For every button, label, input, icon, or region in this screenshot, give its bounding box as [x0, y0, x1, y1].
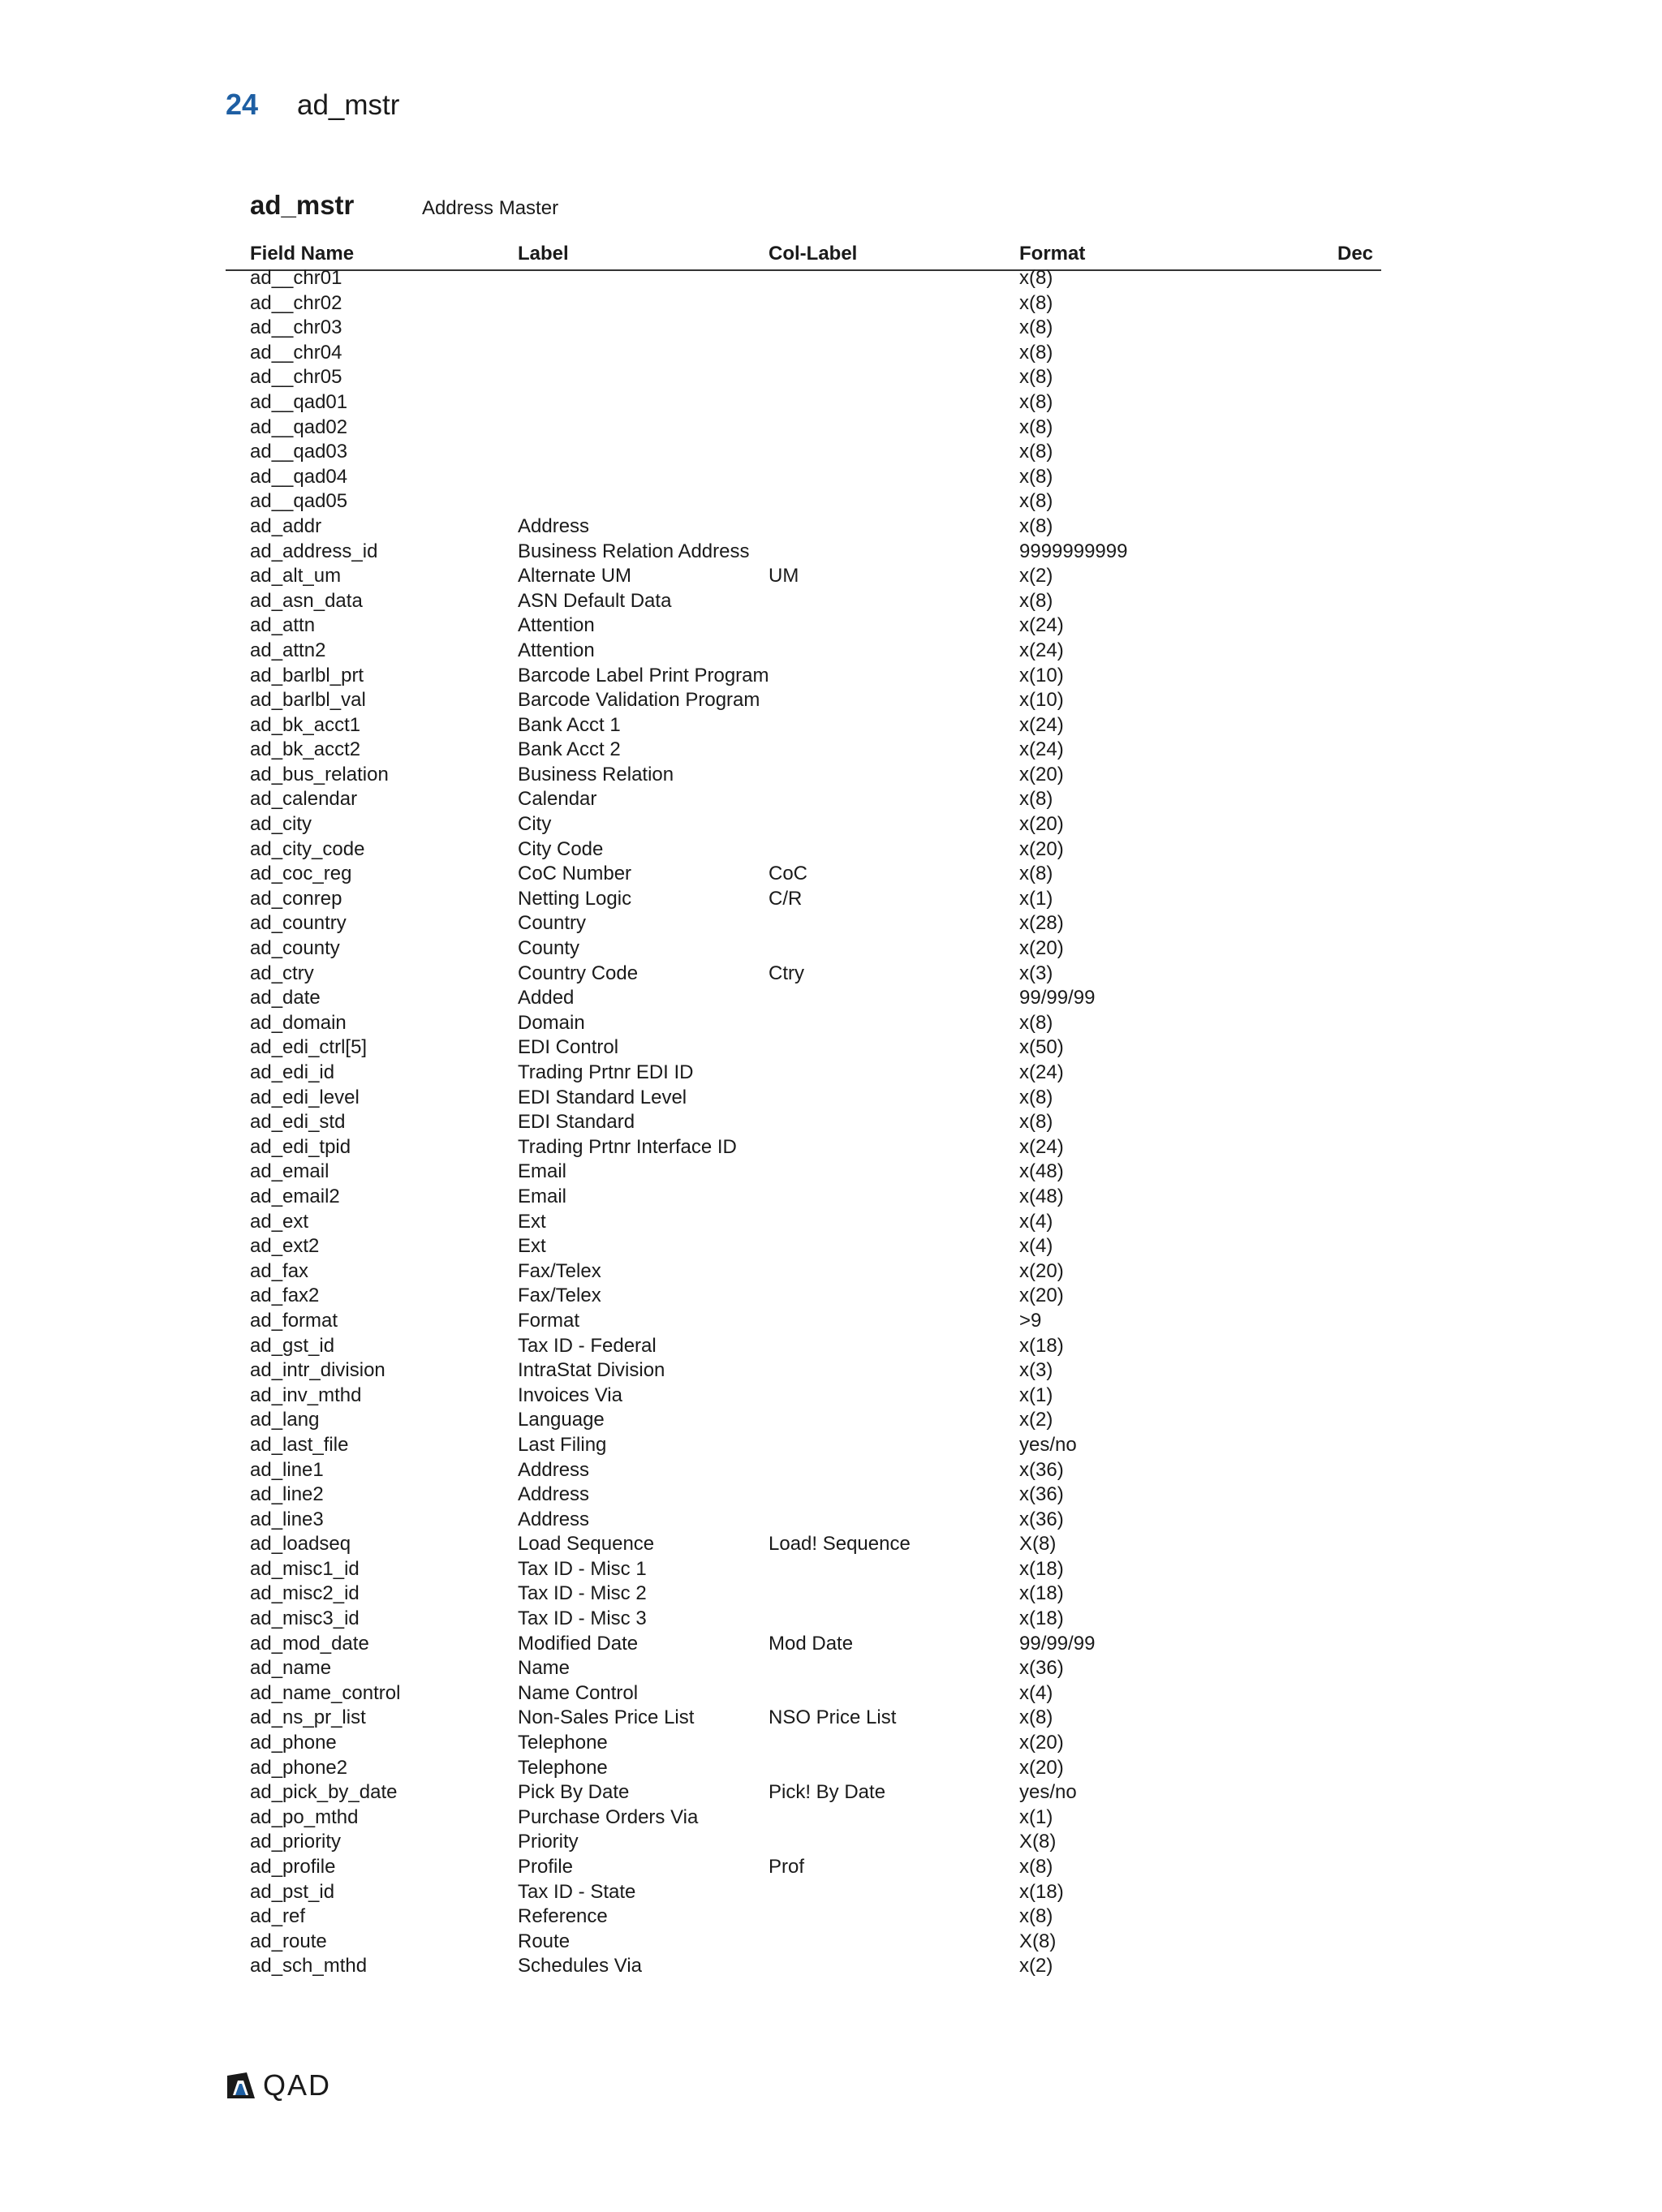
format-cell: x(8): [1019, 390, 1053, 413]
format-cell: x(8): [1019, 341, 1053, 364]
format-cell: x(20): [1019, 813, 1064, 836]
field-name-cell: ad_line3: [250, 1508, 324, 1530]
field-name-cell: ad_barlbl_val: [250, 689, 366, 712]
field-name-cell: ad_po_mthd: [250, 1805, 359, 1828]
table-row: [226, 613, 1381, 639]
format-cell: x(2): [1019, 1955, 1053, 1977]
field-name-cell: ad_edi_level: [250, 1086, 360, 1108]
qad-logo-text: QAD: [263, 2068, 332, 2102]
table-row: [226, 1234, 1381, 1259]
format-cell: x(8): [1019, 316, 1053, 339]
field-name-cell: ad_coc_reg: [250, 863, 352, 885]
qad-logo-icon: [226, 2071, 256, 2100]
label-cell: Country: [518, 912, 587, 935]
table-heading: [250, 190, 558, 221]
field-name-cell: ad__chr03: [250, 316, 342, 339]
table-row: [226, 639, 1381, 664]
label-cell: Domain: [518, 1011, 585, 1034]
format-cell: X(8): [1019, 1831, 1057, 1853]
col-label-cell: Mod Date: [769, 1632, 854, 1655]
label-cell: Modified Date: [518, 1632, 639, 1655]
label-cell: Alternate UM: [518, 565, 632, 587]
label-cell: Barcode Validation Program: [518, 689, 760, 712]
label-cell: Load Sequence: [518, 1533, 655, 1556]
field-name-cell: ad_alt_um: [250, 565, 342, 587]
field-name-cell: ad_bk_acct2: [250, 738, 361, 761]
format-cell: x(8): [1019, 465, 1053, 488]
label-cell: Tax ID - Misc 2: [518, 1582, 647, 1605]
field-name-cell: ad_name: [250, 1657, 332, 1680]
footer-logo: [226, 2069, 331, 2102]
col-label-cell: Ctry: [769, 962, 804, 984]
field-name-cell: ad_attn2: [250, 639, 326, 661]
label-cell: Bank Acct 2: [518, 738, 621, 761]
label-cell: EDI Control: [518, 1036, 619, 1059]
field-name-cell: ad_email: [250, 1160, 329, 1183]
table-row: [226, 1880, 1381, 1905]
format-cell: x(18): [1019, 1582, 1064, 1605]
format-cell: x(2): [1019, 1409, 1053, 1431]
table-row: [226, 1855, 1381, 1880]
table-row: [226, 1681, 1381, 1706]
label-cell: Telephone: [518, 1756, 608, 1779]
label-cell: Country Code: [518, 962, 639, 984]
format-cell: x(24): [1019, 639, 1064, 661]
field-name-cell: ad_country: [250, 912, 347, 935]
column-header-dec: Dec: [1337, 243, 1374, 265]
field-table: [226, 266, 1381, 1979]
label-cell: Tax ID - Misc 1: [518, 1557, 647, 1580]
field-name-cell: ad_priority: [250, 1831, 342, 1853]
field-name-cell: ad_name_control: [250, 1681, 401, 1704]
label-cell: Address: [518, 1458, 590, 1481]
field-name-cell: ad_edi_tpid: [250, 1135, 351, 1158]
table-row: [226, 1384, 1381, 1409]
format-cell: x(4): [1019, 1210, 1053, 1233]
field-name-cell: ad__qad04: [250, 465, 348, 488]
table-row: [226, 489, 1381, 514]
label-cell: IntraStat Division: [518, 1359, 665, 1382]
label-cell: Pick By Date: [518, 1781, 630, 1804]
field-name-cell: ad_bk_acct1: [250, 713, 361, 736]
field-name-cell: ad_asn_data: [250, 589, 363, 612]
field-name-cell: ad_attn: [250, 614, 316, 637]
table-row: [226, 1632, 1381, 1657]
field-name-cell: ad_city: [250, 813, 312, 836]
format-cell: X(8): [1019, 1930, 1057, 1952]
table-row: [226, 564, 1381, 589]
format-cell: x(24): [1019, 1135, 1064, 1158]
field-name-cell: ad_city_code: [250, 837, 365, 860]
label-cell: Email: [518, 1185, 567, 1207]
table-row: [226, 1483, 1381, 1508]
format-cell: x(24): [1019, 1061, 1064, 1083]
table-row: [226, 1185, 1381, 1210]
col-label-cell: CoC: [769, 863, 808, 885]
table-row: [226, 1334, 1381, 1359]
column-header-field-name: Field Name: [250, 243, 355, 265]
format-cell: x(8): [1019, 788, 1053, 811]
format-cell: x(48): [1019, 1185, 1064, 1207]
field-name-cell: ad_ctry: [250, 962, 314, 984]
format-cell: x(10): [1019, 664, 1064, 686]
field-name-cell: ad_ext: [250, 1210, 309, 1233]
format-cell: x(36): [1019, 1458, 1064, 1481]
table-row: [226, 1433, 1381, 1458]
format-cell: yes/no: [1019, 1433, 1077, 1456]
field-name-cell: ad_pst_id: [250, 1880, 335, 1903]
column-header-col-label: Col-Label: [769, 243, 858, 265]
format-cell: x(20): [1019, 1756, 1064, 1779]
label-cell: Non-Sales Price List: [518, 1706, 695, 1729]
table-row: [226, 390, 1381, 415]
format-cell: x(8): [1019, 1856, 1053, 1878]
page-header: [226, 88, 399, 127]
field-name-cell: ad_address_id: [250, 540, 378, 562]
table-row: [226, 1061, 1381, 1086]
field-name-cell: ad_edi_std: [250, 1111, 346, 1134]
field-name-cell: ad_misc3_id: [250, 1607, 360, 1630]
label-cell: Language: [518, 1409, 605, 1431]
table-row: [226, 936, 1381, 962]
label-cell: Email: [518, 1160, 567, 1183]
label-cell: CoC Number: [518, 863, 632, 885]
col-label-cell: UM: [769, 565, 799, 587]
format-cell: x(1): [1019, 1384, 1053, 1406]
table-row: [226, 514, 1381, 540]
field-name-cell: ad__qad05: [250, 490, 348, 513]
label-cell: Business Relation: [518, 763, 674, 785]
format-cell: x(20): [1019, 1285, 1064, 1307]
field-name-cell: ad__chr02: [250, 291, 342, 314]
field-name-cell: ad__chr04: [250, 341, 342, 364]
table-row: [226, 1706, 1381, 1731]
format-cell: x(8): [1019, 1905, 1053, 1928]
field-name-cell: ad_barlbl_prt: [250, 664, 364, 686]
label-cell: Tax ID - State: [518, 1880, 636, 1903]
field-name-cell: ad_domain: [250, 1011, 347, 1034]
col-label-cell: Pick! By Date: [769, 1781, 886, 1804]
table-row: [226, 812, 1381, 837]
label-cell: Trading Prtnr EDI ID: [518, 1061, 694, 1083]
table-row: [226, 316, 1381, 341]
format-cell: x(1): [1019, 887, 1053, 910]
table-row: [226, 341, 1381, 366]
format-cell: x(20): [1019, 1259, 1064, 1282]
format-cell: x(18): [1019, 1334, 1064, 1357]
field-name-cell: ad__chr01: [250, 267, 342, 289]
label-cell: Schedules Via: [518, 1955, 642, 1977]
table-row: [226, 664, 1381, 689]
field-name-cell: ad_phone: [250, 1732, 337, 1754]
label-cell: Fax/Telex: [518, 1259, 601, 1282]
format-cell: x(8): [1019, 1706, 1053, 1729]
format-cell: x(20): [1019, 837, 1064, 860]
label-cell: Attention: [518, 614, 595, 637]
field-name-cell: ad_addr: [250, 514, 322, 537]
table-row: [226, 1035, 1381, 1061]
format-cell: x(24): [1019, 738, 1064, 761]
table-row: [226, 415, 1381, 441]
label-cell: Tax ID - Misc 3: [518, 1607, 647, 1630]
format-cell: x(8): [1019, 366, 1053, 389]
label-cell: Route: [518, 1930, 571, 1952]
field-name-cell: ad_format: [250, 1309, 338, 1332]
format-cell: x(28): [1019, 912, 1064, 935]
table-row: [226, 1607, 1381, 1632]
table-row: [226, 1904, 1381, 1930]
field-name-cell: ad_calendar: [250, 788, 358, 811]
field-name-cell: ad__qad01: [250, 390, 348, 413]
format-cell: x(2): [1019, 565, 1053, 587]
label-cell: Added: [518, 987, 575, 1009]
label-cell: Attention: [518, 639, 595, 661]
format-cell: x(4): [1019, 1235, 1053, 1258]
field-name-cell: ad_edi_id: [250, 1061, 335, 1083]
format-cell: x(50): [1019, 1036, 1064, 1059]
field-name-cell: ad_inv_mthd: [250, 1384, 362, 1406]
table-row: [226, 986, 1381, 1011]
label-cell: City Code: [518, 837, 604, 860]
field-name-cell: ad_conrep: [250, 887, 342, 910]
table-row: [226, 365, 1381, 390]
field-name-cell: ad_last_file: [250, 1433, 349, 1456]
label-cell: Name: [518, 1657, 571, 1680]
field-name-cell: ad__chr05: [250, 366, 342, 389]
table-row: [226, 1110, 1381, 1135]
col-label-cell: Prof: [769, 1856, 805, 1878]
label-cell: Ext: [518, 1235, 546, 1258]
label-cell: EDI Standard Level: [518, 1086, 687, 1108]
field-name-cell: ad_ns_pr_list: [250, 1706, 366, 1729]
table-row: [226, 713, 1381, 738]
format-cell: x(8): [1019, 415, 1053, 438]
label-cell: Bank Acct 1: [518, 713, 621, 736]
table-row: [226, 962, 1381, 987]
field-name-cell: ad_pick_by_date: [250, 1781, 398, 1804]
table-row: [226, 911, 1381, 936]
table-row: [226, 1309, 1381, 1334]
field-name-cell: ad_ref: [250, 1905, 306, 1928]
format-cell: x(18): [1019, 1880, 1064, 1903]
field-name-cell: ad_fax: [250, 1259, 309, 1282]
format-cell: x(24): [1019, 614, 1064, 637]
format-cell: x(8): [1019, 291, 1053, 314]
format-cell: 9999999999: [1019, 540, 1128, 562]
table-row: [226, 291, 1381, 316]
table-row: [226, 1160, 1381, 1185]
field-name-cell: ad_date: [250, 987, 321, 1009]
label-cell: City: [518, 813, 552, 836]
table-row: [226, 1731, 1381, 1756]
format-cell: 99/99/99: [1019, 1632, 1096, 1655]
table-row: [226, 763, 1381, 788]
field-name-cell: ad_lang: [250, 1409, 320, 1431]
format-cell: yes/no: [1019, 1781, 1077, 1804]
field-name-cell: ad_mod_date: [250, 1632, 369, 1655]
field-name-cell: ad_county: [250, 937, 340, 960]
format-cell: x(48): [1019, 1160, 1064, 1183]
table-row: [226, 1508, 1381, 1533]
table-row: [226, 1557, 1381, 1582]
label-cell: Barcode Label Print Program: [518, 664, 769, 686]
field-name-cell: ad_fax2: [250, 1285, 320, 1307]
format-cell: x(36): [1019, 1508, 1064, 1530]
table-row: [226, 1756, 1381, 1781]
field-name-cell: ad__qad03: [250, 441, 348, 463]
table-name: ad_mstr: [250, 190, 355, 220]
field-name-cell: ad_route: [250, 1930, 327, 1952]
label-cell: Address: [518, 1508, 590, 1530]
format-cell: x(8): [1019, 1086, 1053, 1108]
field-name-cell: ad_email2: [250, 1185, 340, 1207]
format-cell: x(1): [1019, 1805, 1053, 1828]
format-cell: X(8): [1019, 1533, 1057, 1556]
label-cell: ASN Default Data: [518, 589, 672, 612]
table-row: [226, 1358, 1381, 1384]
label-cell: Format: [518, 1309, 580, 1332]
label-cell: Profile: [518, 1856, 574, 1878]
label-cell: Netting Logic: [518, 887, 632, 910]
field-name-cell: ad_line2: [250, 1483, 324, 1506]
format-cell: 99/99/99: [1019, 987, 1096, 1009]
table-row: [226, 1930, 1381, 1955]
format-cell: x(3): [1019, 962, 1053, 984]
table-row: [226, 1532, 1381, 1557]
format-cell: x(8): [1019, 1111, 1053, 1134]
label-cell: Name Control: [518, 1681, 639, 1704]
page-number: 24: [226, 88, 259, 121]
label-cell: Fax/Telex: [518, 1285, 601, 1307]
table-row: [226, 862, 1381, 887]
table-row: [226, 1954, 1381, 1979]
format-cell: x(24): [1019, 713, 1064, 736]
field-name-cell: ad_gst_id: [250, 1334, 335, 1357]
table-row: [226, 1780, 1381, 1805]
field-name-cell: ad_sch_mthd: [250, 1955, 368, 1977]
label-cell: Telephone: [518, 1732, 608, 1754]
running-title: ad_mstr: [297, 89, 400, 121]
label-cell: Priority: [518, 1831, 579, 1853]
label-cell: County: [518, 937, 580, 960]
field-name-cell: ad_loadseq: [250, 1533, 351, 1556]
table-row: [226, 1408, 1381, 1433]
table-row: [226, 1458, 1381, 1483]
field-name-cell: ad__qad02: [250, 415, 348, 438]
table-row: [226, 1830, 1381, 1855]
table-row: [226, 589, 1381, 614]
label-cell: Calendar: [518, 788, 597, 811]
table-row: [226, 1259, 1381, 1285]
format-cell: x(8): [1019, 441, 1053, 463]
format-cell: x(20): [1019, 937, 1064, 960]
format-cell: x(8): [1019, 490, 1053, 513]
format-cell: x(18): [1019, 1607, 1064, 1630]
field-name-cell: ad_misc1_id: [250, 1557, 360, 1580]
format-cell: x(4): [1019, 1681, 1053, 1704]
label-cell: Tax ID - Federal: [518, 1334, 657, 1357]
format-cell: x(20): [1019, 1732, 1064, 1754]
table-row: [226, 1210, 1381, 1235]
column-header-format: Format: [1019, 243, 1086, 265]
field-name-cell: ad_phone2: [250, 1756, 348, 1779]
format-cell: >9: [1019, 1309, 1042, 1332]
label-cell: Business Relation Address: [518, 540, 750, 562]
label-cell: Address: [518, 514, 590, 537]
table-row: [226, 688, 1381, 713]
field-name-cell: ad_ext2: [250, 1235, 320, 1258]
label-cell: Purchase Orders Via: [518, 1805, 699, 1828]
format-cell: x(10): [1019, 689, 1064, 712]
field-name-cell: ad_profile: [250, 1856, 336, 1878]
label-cell: Address: [518, 1483, 590, 1506]
table-row: [226, 465, 1381, 490]
table-row: [226, 887, 1381, 912]
table-row: [226, 1086, 1381, 1111]
format-cell: x(18): [1019, 1557, 1064, 1580]
field-name-cell: ad_intr_division: [250, 1359, 385, 1382]
label-cell: Reference: [518, 1905, 608, 1928]
format-cell: x(20): [1019, 763, 1064, 785]
table-row: [226, 1656, 1381, 1681]
format-cell: x(8): [1019, 267, 1053, 289]
table-row: [226, 440, 1381, 465]
field-name-cell: ad_bus_relation: [250, 763, 389, 785]
table-row: [226, 1284, 1381, 1309]
field-name-cell: ad_line1: [250, 1458, 324, 1481]
table-description: Address Master: [422, 197, 559, 219]
table-row: [226, 1582, 1381, 1607]
col-label-cell: NSO Price List: [769, 1706, 897, 1729]
table-row: [226, 738, 1381, 763]
table-row: [226, 1011, 1381, 1036]
field-name-cell: ad_edi_ctrl[5]: [250, 1036, 368, 1059]
label-cell: Trading Prtnr Interface ID: [518, 1135, 737, 1158]
table-row: [226, 266, 1381, 291]
format-cell: x(8): [1019, 1011, 1053, 1034]
table-row: [226, 540, 1381, 565]
label-cell: Last Filing: [518, 1433, 607, 1456]
table-row: [226, 1135, 1381, 1160]
format-cell: x(8): [1019, 589, 1053, 612]
table-row: [226, 837, 1381, 863]
format-cell: x(36): [1019, 1657, 1064, 1680]
format-cell: x(8): [1019, 514, 1053, 537]
format-cell: x(8): [1019, 863, 1053, 885]
label-cell: Ext: [518, 1210, 546, 1233]
column-header-label: Label: [518, 243, 569, 265]
col-label-cell: C/R: [769, 887, 803, 910]
field-name-cell: ad_misc2_id: [250, 1582, 360, 1605]
col-label-cell: Load! Sequence: [769, 1533, 911, 1556]
format-cell: x(36): [1019, 1483, 1064, 1506]
label-cell: EDI Standard: [518, 1111, 635, 1134]
label-cell: Invoices Via: [518, 1384, 622, 1406]
table-row: [226, 1805, 1381, 1831]
table-row: [226, 787, 1381, 812]
format-cell: x(3): [1019, 1359, 1053, 1382]
